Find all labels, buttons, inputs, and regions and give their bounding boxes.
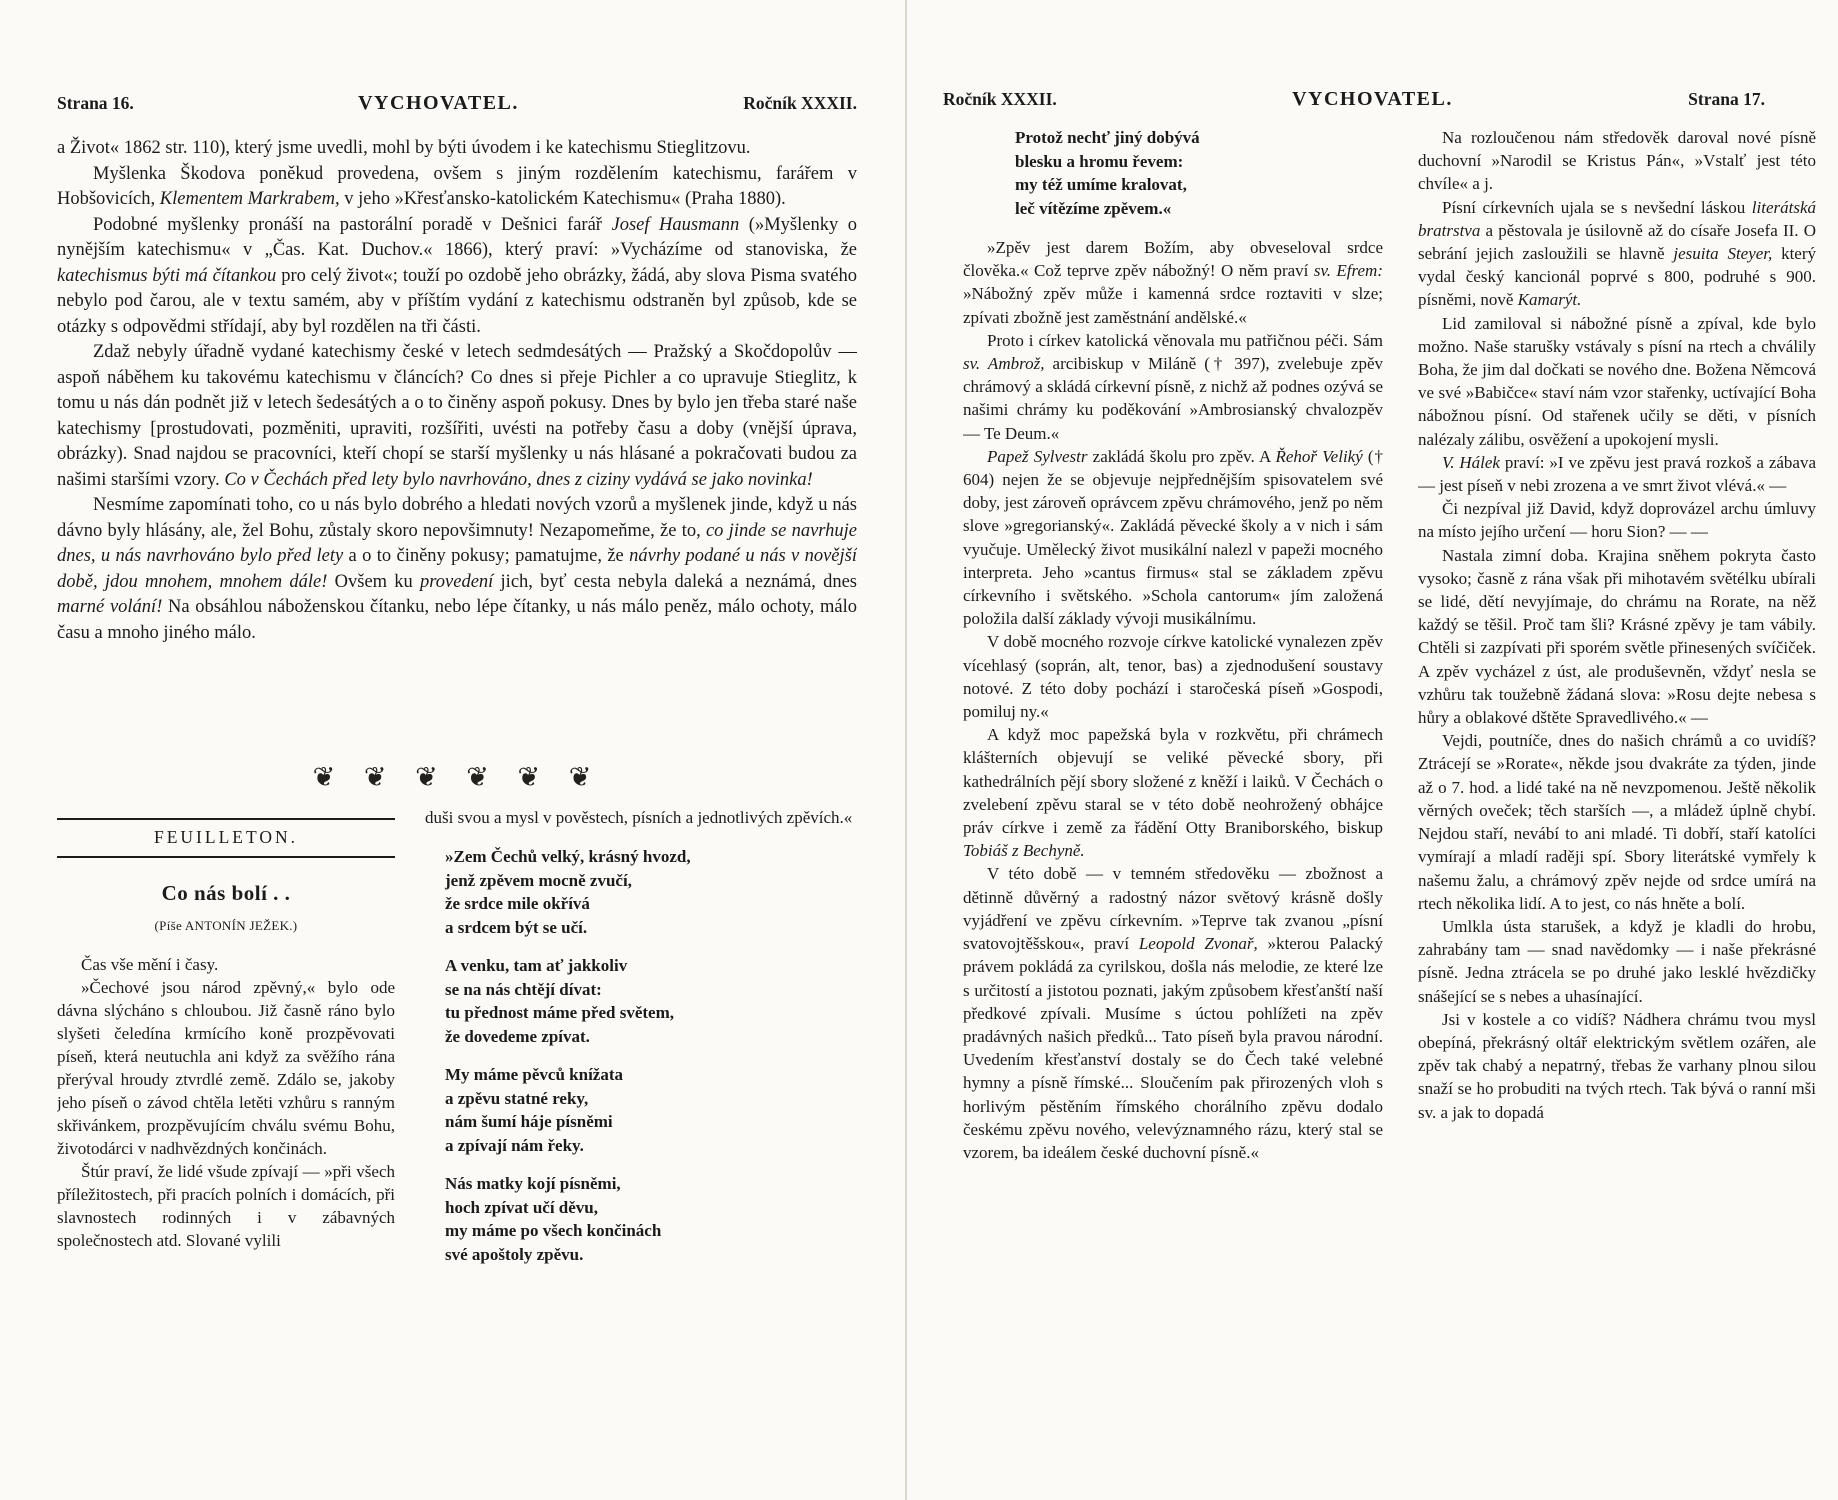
paragraph: Písní církevních ujala se s nevšední láskou literátská bratrstva a pěstovala je úsilovně až do císaře Josefa II. O sebrání jejich zasloužili se hlavně jesuita Steyer, který vydal český kancionál poprvé s 800, podruhé s 900. písněmi, nově Kamarýt. <box>1418 197 1816 310</box>
paragraph: Nastala zimní doba. Krajina sněhem pokryta často vysoko; časně z rána však při mihotavém světélku ubírali se lidé, dětí nevyjímaje, do chrámu na Rorate, na něž každý se těšil. Proč tam šli? Krásné zpěvy je tam vábily. Chtěli si zazpívati při sporém světle přinesených svíčiček. A zpěv vycházel z úst, ale produševněn, vždyť nesla se vzhůru tak toužebně žádaná slova: »Rosu dejte nebesa s hůry a oblakové dštěte Spravedlivého.« — <box>1418 545 1816 728</box>
verse-line: a zpěvu statné reky, <box>445 1088 589 1108</box>
paragraph: V. Hálek praví: »I ve zpěvu jest pravá rozkoš a zábava — jest píseň v nebi zrozena a ve smrt život vlévá.« — <box>1418 452 1816 496</box>
paragraph: »Zpěv jest darem Božím, aby obveseloval srdce člověka.« Což teprve zpěv nábožný! O něm praví sv. Efrem: »Nábožný zpěv může i kamenná srdce roztaviti v slze; zpívati zbožně jest zaměstnání andělské.« <box>963 238 1383 327</box>
paragraph: V této době — v temném středověku — zbožnost a dětinně důvěrný a radostný názor světový krásně došly vyjádření ve zpěvu církevním. »Teprve tak zvanou „písní svatovojtěšskou«, praví Leopold Zvonař, »kterou Palacký právem pokládá za cyrilskou, došla nás melodie, ze které lze s určitostí a jistotou poznati, jakým způsobem křesťanští naší předkové zpívali. Musíme s úctou pohlížeti na zpěv pradávných našich předků... Tato píseň byla pravou národní. Uvedením křesťanství dostaly se do Čech také velebné hymny a písně římské... Sloučením pak přirozených vloh s horlivým pěstěním římského chorálního zpěvu dodalo českému zpěvu nového, velevýznamného rázu, který stal se vzorem, ba ideálem české duchovní písně.« <box>963 864 1383 1162</box>
right-column-1-text <box>963 236 1383 1164</box>
feuilleton-article-title: Co nás bolí . . <box>161 881 291 905</box>
verse-line: My máme pěvců knížata <box>445 1065 624 1084</box>
stanza <box>425 1063 858 1157</box>
right-column-1 <box>963 126 1383 1286</box>
volume-label: Ročník XXXII. <box>743 93 857 113</box>
paragraph: duši svou a mysl v pověstech, písních a jednotlivých zpěvích.« <box>425 808 853 827</box>
paragraph: a Život« 1862 str. 110), který jsme uvedli, mohl by býti úvodem i ke katechismu Stieglitzovu. <box>57 138 751 158</box>
verse-line: že srdce mile okřívá <box>445 894 590 913</box>
paragraph: Umlkla ústa starušek, a když je kladli do hrobu, zahrabány tam — snad navědomky — i naše překrásné písně. Jedna ztrácela se po druhé jako lesklé hvězdičky snášející se s nebes a uhasínající. <box>1418 916 1816 1006</box>
verse-line: a zpívají nám řeky. <box>445 1135 584 1155</box>
verse-line: blesku a hromu řevem: <box>1015 151 1184 171</box>
paragraph: Nesmíme zapomínati toho, co u nás bylo dobrého a hledati nových vzorů a myšlenek jinde, když u nás dávno byly hlásány, ale, žel Bohu, zůstaly skoro nepovšimnuty! Nezapomeňme, že to, co jinde se navrhuje dnes, u nás navrhováno bylo před lety a o to činěny pokusy; pamatujme, že návrhy podané u nás v novější době, jdou mnohem, mnohem dále! Ovšem ku provedení jich, byť cesta nebyla daleká a neznámá, dnes marné volání! Na obsáhlou náboženskou čítanku, nebo lépe čítanky, u nás málo peněz, málo ochoty, málo času a mnoho jiného málo. <box>57 495 857 643</box>
feuilleton-section-title: FEUILLETON. <box>57 818 395 858</box>
paragraph: Či nezpíval již David, když doprovázel archu úmluvy na místo jejího určení — horu Sion? — — <box>1418 499 1816 542</box>
paragraph: Na rozloučenou nám středověk daroval nové písně duchovní »Narodil se Kristus Pán«, »Vstalť jest této chvíle« a j. <box>1418 128 1816 194</box>
paragraph: Štúr praví, že lidé všude zpívají — »při všech příležitostech, při pracích polních i domácích, při slavnostech rodinných i v zábavných společnostech atd. Slované vylili <box>57 1162 395 1250</box>
left-page-number: Strana 16. <box>57 93 134 113</box>
feuilleton-column-2 <box>425 806 858 1492</box>
paragraph: Myšlenka Škodova poněkud provedena, ovšem s jiným rozdělením katechismu, farářem v Hobšovicích, Klementem Markrabem, v jeho »Křesťansko-katolickém Katechismu« (Praha 1880). <box>57 163 857 209</box>
right-running-head <box>943 88 1765 111</box>
paragraph: Jsi v kostele a co vidíš? Nádhera chrámu tvou mysl obepíná, překrásný oltář elektrickým světlem ozářen, ale zpěv tak chabý a nepatrný, třebas že varhany plnou silou snaží se ho probuditi na tvých rtech. Tak bývá o ranní mši sv. a jak to dopadá <box>1418 1009 1816 1122</box>
paragraph: »Čechové jsou národ zpěvný,« bylo ode dávna slýcháno s chloubou. Již časně ráno bylo slyšeti čeledína krmícího koně prozpěvovati píseň, která neutuchla ani když za svěžího rána přerýval hroudy ztvrdlé země. Zdálo se, jakoby jeho píseň o závod chtěla letěti vzhůru s ranným skřivánkem, prozpěvujícím chválu svému Bohu, životodárci v nadhvězdných končinách. <box>57 978 395 1158</box>
verse-line: Nás matky kojí písněmi, <box>445 1174 621 1193</box>
feuilleton-text <box>57 953 395 1252</box>
page-gutter-divider <box>905 0 907 1500</box>
paragraph: V době mocného rozvoje církve katolické vynalezen zpěv vícehlasý (soprán, alt, tenor, bas) a zjednodušení soustavy notové. Z této doby pochází i staročeská píseň »Gospodi, pomiluj ny.« <box>963 632 1383 722</box>
paragraph: Podobné myšlenky pronáší na pastorální poradě v Dešnici farář Josef Hausmann (»Myšlenky o nynějším katechismu« v „Čas. Kat. Duchov.« 1866), který praví: »Vycházíme od stanoviska, že katechismus býti má čítankou pro celý život«; touží po ozdobě jeho obrázky, žádá, aby slova Pisma svatého nebylo pod čarou, ale v textu samém, aby v příštím vydání z katechismu odstraněn byl způsob, kde se otázky s odpovědmi střídají, aby byl rozdělen na tři části. <box>57 214 857 337</box>
verse-line: své apoštoly zpěvu. <box>445 1244 584 1264</box>
stanza <box>425 1172 858 1266</box>
verse-line: my máme po všech končinách <box>445 1221 662 1240</box>
paragraph: A když moc papežská byla v rozkvětu, při chrámech klášterních objevují se veliké pěvecké sbory, při kathedrálních pějí sbory složené z kněží i laiků. V Čechách o zvelebení zpěvu staral se v této době neohrožený obhájce práv církve i země za řádění Otty Braniborského, biskup Tobiáš z Bechyně. <box>963 725 1383 861</box>
right-column-2 <box>1418 126 1816 1286</box>
left-article-text <box>57 136 857 646</box>
feuilleton-poem <box>425 845 858 1266</box>
verse-line: že dovedeme zpívat. <box>445 1026 590 1046</box>
paragraph: Lid zamiloval si nábožné písně a zpíval, kde bylo možno. Naše starušky vstávaly s písní na rtech a chválily Boha, že jim dal dočkati se nového dne. Božena Němcová ve své »Babičce« staví nám vzor stařenky, uctívající Boha nábožnou písní. Od stařenek učily se děti, v písních nalézaly zálibu, osvěžení a upokojení mysli. <box>1418 313 1816 449</box>
left-running-head <box>57 92 857 115</box>
verse-line: se na nás chtějí dívat: <box>445 979 602 999</box>
right-page-number: Strana 17. <box>1688 89 1765 109</box>
verse-line: leč vítězíme zpěvem.« <box>1015 198 1172 218</box>
feuilleton-column-1 <box>57 818 395 1492</box>
verse-line: tu přednost máme před světem, <box>445 1003 674 1022</box>
verse-line: Protož nechť jiný dobývá <box>1015 128 1200 147</box>
paragraph: Vejdi, poutníče, dnes do našich chrámů a co uvidíš? Ztrácejí se »Rorate«, někde jsou dvakráte za týden, jinde až o 7. hod. a lidé také na ně nevzpomenou. Ještě několik věrných oveček; těch starších —, a mládež úplně chybí. Nejdou staří, nevábí to ani mladé. Ti dobří, staří katolíci vymírají a mladí raději spí. Sbory literátské vymřely k našemu žalu, a chrámový zpěv nejde od srdce umírá na rtech několika lidí. A to jest, co nás hněte a bolí. <box>1418 731 1816 913</box>
verse-line: jenž zpěvem mocně zvučí, <box>445 870 632 890</box>
feuilleton-byline: (Píše ANTONÍN JEŽEK.) <box>154 918 298 933</box>
paragraph: Proto i církev katolická věnovala mu patřičnou péči. Sám sv. Ambrož, arcibiskup v Miláně († 397), zvelebuje zpěv chrámový a skládá církevní písně, z nichž až podnes ozývá se našimi chrámy ku poděkování »Ambrosianský chvalozpěv — Te Deum.« <box>963 330 1383 443</box>
verse-line: A venku, tam ať jakkoliv <box>445 956 628 975</box>
verse-line: a srdcem být se učí. <box>445 917 588 937</box>
verse-line: my též umíme kralovat, <box>1015 175 1187 194</box>
journal-title: VYCHOVATEL. <box>358 92 519 114</box>
fleuron-ornament: ❦ ❦ ❦ ❦ ❦ ❦ <box>312 762 602 793</box>
stanza <box>425 845 858 939</box>
volume-label: Ročník XXXII. <box>943 89 1057 109</box>
paragraph: Zdaž nebyly úřadně vydané katechismy české v letech sedmdesátých — Pražský a Skočdopolův — aspoň náběhem ku takovému katechismu v článcích? Co dnes si přeje Pichler a co upravuje Stieglitz, k tomu u nás dán podnět již v letech šedesátých a o to činěny aspoň pokusy. Dnes by bylo jen třeba staré naše katechismy [prostudovati, pozměniti, upraviti, rozšířiti, uvésti na potřeby času a doby (vnější úprava, obrázky). Snad najdou se pracovníci, kteří chopí se starší myšlenky u nás hlásané a pokračovati budou za našimi staršími vzory. Co v Čechách před lety bylo navrhováno, dnes z ciziny vydává se jako novinka! <box>57 342 857 490</box>
stanza <box>425 954 858 1048</box>
opening-poem <box>963 126 1383 220</box>
journal-title: VYCHOVATEL. <box>1292 88 1453 110</box>
verse-line: »Zem Čechů velký, krásný hvozd, <box>445 847 691 866</box>
paragraph: Čas vše mění i časy. <box>81 955 219 974</box>
verse-line: hoch zpívat učí děvu, <box>445 1197 599 1217</box>
verse-line: nám šumí háje písněmi <box>445 1112 613 1131</box>
paragraph: Papež Sylvestr zakládá školu pro zpěv. A Řehoř Veliký († 604) nejen že se objevuje nejpřednějším spisovatelem své doby, jest zároveň oprávcem zpěvu chrámového, jenž po něm slove »gregorianský«. Zakládá pěvecké školy a v nich i sám vyučuje. Umělecký život musikální nalezl v papeži mocného interpreta. Jeho »cantus firmus« stal se základem zpěvu církevního i světského. »Schola cantorum« jím založená položila další základy vývoji musikálnímu. <box>963 446 1383 629</box>
stanza <box>963 126 1383 220</box>
